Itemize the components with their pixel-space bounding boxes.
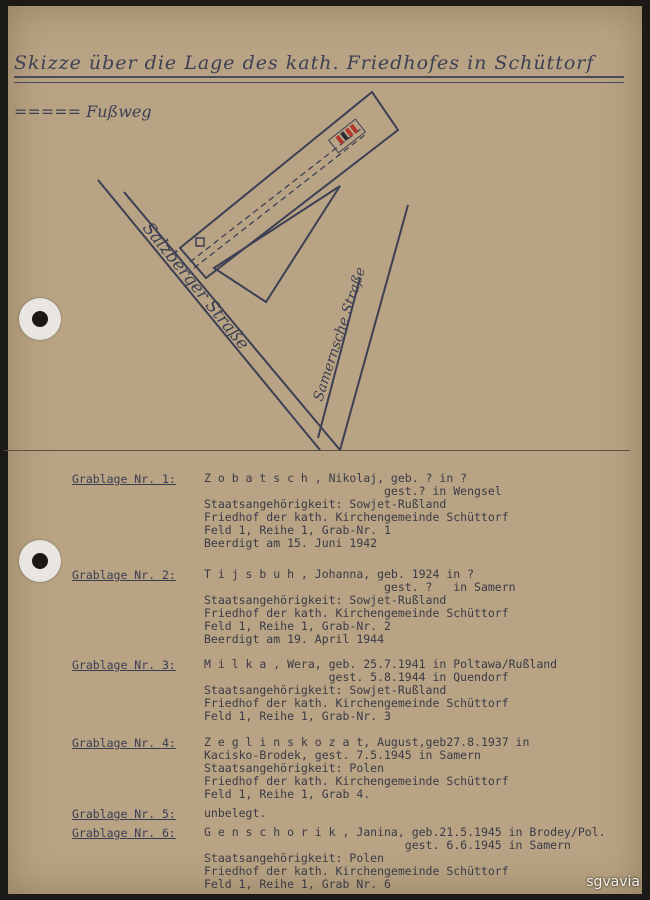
grave-entry-line: T i j s b u h , Johanna, geb. 1924 in ? [204, 567, 475, 581]
grave-entry-label: Grablage Nr. 6: [72, 826, 176, 840]
grave-entry-line: Z o b a t s c h , Nikolaj, geb. ? in ? [204, 471, 468, 485]
grave-entry-line: Feld 1, Reihe 1, Grab Nr. 6 [204, 877, 391, 891]
grave-entry-line: M i l k a , Wera, geb. 25.7.1941 in Poltawa/Rußland [204, 657, 558, 671]
road-label-samernsche: Samernsche Straße [310, 265, 370, 404]
grave-entry-line: Feld 1, Reihe 1, Grab-Nr. 2 [204, 619, 391, 633]
sketch-title: Skizze über die Lage des kath. Friedhofes in Schüttorf [14, 52, 595, 74]
grave-entry-line: Friedhof der kath. Kirchengemeinde Schüttorf [204, 774, 509, 788]
road-label-salzberger: Salzberger Straße [138, 218, 254, 354]
legend-symbol: ===== [14, 102, 82, 121]
grave-entry-line: Staatsangehörigkeit: Polen [204, 851, 385, 865]
section-divider [4, 450, 630, 451]
grave-entry-line: G e n s c h o r i k , Janina, geb.21.5.1945 in Brodey/Pol. [204, 825, 606, 839]
grave-entry-line: Feld 1, Reihe 1, Grab 4. [204, 787, 371, 801]
grave-entry-line: Beerdigt am 19. April 1944 [204, 632, 385, 646]
grave-entry-line: Staatsangehörigkeit: Sowjet-Rußland [204, 593, 447, 607]
legend-label: Fußweg [86, 102, 152, 121]
grave-entry-line: unbelegt. [204, 806, 267, 820]
grave-entry-line: Friedhof der kath. Kirchengemeinde Schüttorf [204, 606, 509, 620]
grave-entry-line: Z e g l i n s k o z a t, August,geb27.8.1937 in [204, 735, 530, 749]
footpath [194, 134, 366, 268]
grave-entry-label: Grablage Nr. 4: [72, 736, 176, 750]
grave-entry-label: Grablage Nr. 1: [72, 472, 176, 486]
grave-entry-line: gest.? in Wengsel [204, 484, 502, 498]
grave-entry-line: Beerdigt am 15. Juni 1942 [204, 536, 378, 550]
grave-markers [329, 119, 366, 153]
grave-entry-line: Staatsangehörigkeit: Sowjet-Rußland [204, 497, 447, 511]
grave-entry-line: gest. ? in Samern [204, 580, 516, 594]
footpath [190, 128, 362, 262]
grave-entry-label: Grablage Nr. 2: [72, 568, 176, 582]
grave-entry-line: Friedhof der kath. Kirchengemeinde Schüttorf [204, 696, 509, 710]
grave-entry-line: Feld 1, Reihe 1, Grab-Nr. 1 [204, 523, 391, 537]
grave-entry-line: gest. 6.6.1945 in Samern [204, 838, 571, 852]
grave-entry-line: gest. 5.8.1944 in Quendorf [204, 670, 509, 684]
grave-entry-label: Grablage Nr. 3: [72, 658, 176, 672]
grave-entry-line: Friedhof der kath. Kirchengemeinde Schüttorf [204, 864, 509, 878]
grave-entry-line: Staatsangehörigkeit: Polen [204, 761, 385, 775]
grave-entry-label: Grablage Nr. 5: [72, 807, 176, 821]
grave-entry-line: Staatsangehörigkeit: Sowjet-Rußland [204, 683, 447, 697]
watermark: sgvavia [586, 874, 640, 890]
chapel-marker [196, 238, 204, 246]
grave-entry-line: Feld 1, Reihe 1, Grab-Nr. 3 [204, 709, 391, 723]
grave-entry-line: Friedhof der kath. Kirchengemeinde Schüttorf [204, 510, 509, 524]
grave-entry-line: Kacisko-Brodek, gest. 7.5.1945 in Samern [204, 748, 481, 762]
